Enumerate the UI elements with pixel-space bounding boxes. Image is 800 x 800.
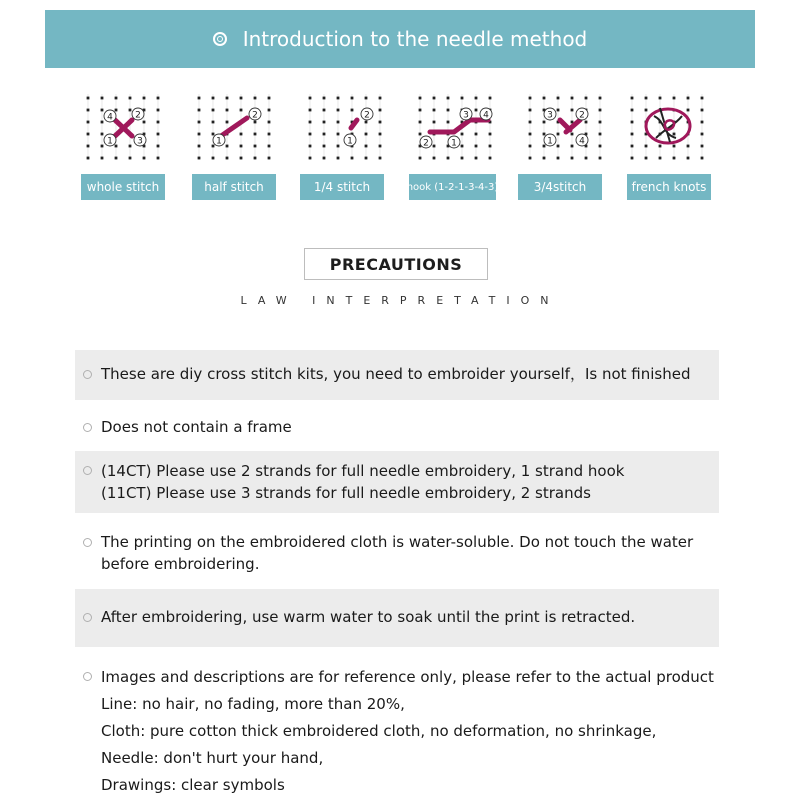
grid-dot (645, 109, 648, 112)
grid-dot (212, 97, 215, 100)
grid-dot (419, 109, 422, 112)
stitch-diagram-three-quarter (520, 92, 608, 162)
grid-dot (115, 145, 118, 148)
grid-dot (659, 145, 662, 148)
bullet-icon (83, 466, 92, 475)
marker-number: 2 (579, 110, 585, 121)
note-frame (75, 406, 719, 446)
grid-dot (447, 109, 450, 112)
grid-dot (529, 109, 532, 112)
note-strands (75, 451, 719, 513)
grid-dot (585, 121, 588, 124)
precautions-title: PRECAUTIONS (304, 248, 488, 280)
marker-number: 4 (483, 110, 489, 121)
note-line: (11CT) Please use 3 strands for full needle embroidery, 2 strands (101, 484, 591, 502)
grid-dot (557, 157, 560, 160)
marker-number: 4 (107, 112, 113, 123)
grid-dot (571, 97, 574, 100)
french-knot-diagram (626, 92, 706, 162)
stitch-diagram-french-knot (622, 92, 710, 162)
grid-dot (212, 157, 215, 160)
grid-dot (645, 157, 648, 160)
grid-dot (212, 109, 215, 112)
grid-dot (529, 133, 532, 136)
marker-number: 1 (107, 136, 113, 147)
grid-dot (673, 157, 676, 160)
stitch-diagram-whole (78, 92, 166, 162)
grid-dot (475, 157, 478, 160)
marker-number: 3 (137, 136, 143, 147)
note-line: Drawings: clear symbols (101, 776, 285, 794)
marker-number: 4 (579, 136, 585, 147)
grid-dot (115, 157, 118, 160)
grid-dot (673, 145, 676, 148)
grid-dot (433, 97, 436, 100)
grid-dot (309, 121, 312, 124)
grid-dot (419, 121, 422, 124)
grid-dot (157, 97, 160, 100)
grid-dot (365, 133, 368, 136)
grid-dot (254, 133, 257, 136)
grid-dot (475, 97, 478, 100)
hook-stitch-diagram (414, 92, 494, 162)
whole-stitch-diagram (82, 92, 162, 162)
grid-dot (157, 145, 160, 148)
grid-dot (198, 109, 201, 112)
tag-quarter-stitch (300, 174, 384, 200)
grid-dot (323, 145, 326, 148)
marker-number: 1 (451, 138, 457, 149)
grid-dot (254, 157, 257, 160)
tag-label: 3/4stitch (533, 180, 587, 194)
grid-dot (489, 97, 492, 100)
grid-dot (309, 145, 312, 148)
grid-dot (379, 145, 382, 148)
grid-dot (101, 97, 104, 100)
grid-dot (268, 97, 271, 100)
grid-dot (337, 121, 340, 124)
grid-dot (101, 121, 104, 124)
grid-dot (433, 109, 436, 112)
grid-dot (461, 157, 464, 160)
grid-dot (701, 121, 704, 124)
grid-dot (268, 133, 271, 136)
marker-number: 2 (423, 138, 429, 149)
grid-dot (87, 109, 90, 112)
grid-dot (337, 109, 340, 112)
tag-label: hook (1-2-1-3-4-3) (406, 181, 499, 193)
grid-dot (433, 157, 436, 160)
bullet-icon (83, 423, 92, 432)
grid-dot (585, 97, 588, 100)
grid-dot (115, 97, 118, 100)
marker-number: 1 (547, 136, 553, 147)
grid-dot (379, 97, 382, 100)
grid-dot (475, 133, 478, 136)
grid-dot (87, 145, 90, 148)
grid-dot (687, 97, 690, 100)
stitch-diagram-half (189, 92, 277, 162)
grid-dot (129, 109, 132, 112)
bullet-icon (83, 538, 92, 547)
grid-dot (543, 97, 546, 100)
grid-dot (631, 121, 634, 124)
marker-number: 1 (216, 136, 222, 147)
grid-dot (631, 157, 634, 160)
note-line: Line: no hair, no fading, more than 20%, (101, 695, 405, 713)
three-quarter-stitch-diagram (524, 92, 604, 162)
note-line: The printing on the embroidered cloth is water-soluble. Do not touch the water (101, 533, 694, 551)
bullet-icon (83, 613, 92, 622)
marker-number: 2 (252, 110, 258, 121)
grid-dot (557, 109, 560, 112)
grid-dot (226, 121, 229, 124)
grid-dot (461, 145, 464, 148)
grid-dot (212, 145, 215, 148)
grid-dot (687, 109, 690, 112)
grid-dot (599, 133, 602, 136)
tag-label: whole stitch (86, 180, 160, 194)
marker-number: 3 (547, 110, 553, 121)
grid-dot (659, 157, 662, 160)
grid-dot (599, 109, 602, 112)
grid-dot (365, 121, 368, 124)
grid-dot (87, 97, 90, 100)
half-stitch-diagram (193, 92, 273, 162)
grid-dot (557, 145, 560, 148)
grid-dot (351, 157, 354, 160)
grid-dot (365, 157, 368, 160)
grid-dot (198, 145, 201, 148)
stitch-diagram-hook (410, 92, 498, 162)
grid-dot (240, 133, 243, 136)
note-line: (14CT) Please use 2 strands for full needle embroidery, 1 strand hook (101, 462, 625, 480)
stitch-diagram-quarter (300, 92, 388, 162)
note-warm-water (75, 589, 719, 647)
intro-banner (45, 10, 755, 68)
grid-dot (268, 109, 271, 112)
note-line: Images and descriptions are for reference only, please refer to the actual product (101, 668, 714, 686)
grid-dot (129, 157, 132, 160)
bullet-icon (83, 672, 92, 681)
grid-dot (87, 133, 90, 136)
grid-dot (226, 145, 229, 148)
grid-dot (701, 145, 704, 148)
grid-dot (419, 157, 422, 160)
grid-dot (101, 145, 104, 148)
grid-dot (143, 157, 146, 160)
grid-dot (433, 145, 436, 148)
tag-label: french knots (631, 180, 707, 194)
grid-dot (198, 157, 201, 160)
grid-dot (543, 157, 546, 160)
grid-dot (433, 121, 436, 124)
grid-dot (599, 97, 602, 100)
grid-dot (240, 157, 243, 160)
grid-dot (198, 121, 201, 124)
grid-dot (447, 97, 450, 100)
grid-dot (659, 97, 662, 100)
note-line: Cloth: pure cotton thick embroidered cloth, no deformation, no shrinkage, (101, 722, 657, 740)
grid-dot (419, 97, 422, 100)
grid-dot (673, 97, 676, 100)
tag-label: 1/4 stitch (313, 180, 371, 194)
grid-dot (157, 157, 160, 160)
tag-hook-stitch (406, 174, 499, 200)
grid-dot (571, 145, 574, 148)
grid-dot (701, 157, 704, 160)
grid-dot (101, 133, 104, 136)
tag-half-stitch (192, 174, 276, 200)
grid-dot (365, 97, 368, 100)
circle-ring-icon (213, 32, 227, 46)
grid-dot (240, 97, 243, 100)
grid-dot (379, 157, 382, 160)
grid-dot (268, 121, 271, 124)
grid-dot (631, 133, 634, 136)
grid-dot (129, 145, 132, 148)
grid-dot (687, 145, 690, 148)
bullet-icon (83, 370, 92, 379)
grid-dot (543, 133, 546, 136)
grid-dot (309, 133, 312, 136)
grid-dot (226, 97, 229, 100)
grid-dot (101, 109, 104, 112)
grid-dot (254, 97, 257, 100)
grid-dot (309, 157, 312, 160)
tag-three-quarter-stitch (518, 174, 602, 200)
grid-dot (645, 145, 648, 148)
grid-dot (157, 109, 160, 112)
grid-dot (379, 133, 382, 136)
note-diy-kit (75, 350, 719, 400)
grid-dot (599, 157, 602, 160)
grid-dot (379, 121, 382, 124)
grid-dot (157, 133, 160, 136)
grid-dot (87, 121, 90, 124)
tag-label: half stitch (204, 180, 264, 194)
grid-dot (447, 157, 450, 160)
grid-dot (461, 97, 464, 100)
grid-dot (198, 133, 201, 136)
banner-title: Introduction to the needle method (242, 27, 588, 51)
grid-dot (254, 121, 257, 124)
grid-dot (599, 145, 602, 148)
grid-dot (254, 145, 257, 148)
grid-dot (543, 145, 546, 148)
grid-dot (87, 157, 90, 160)
grid-dot (351, 109, 354, 112)
grid-dot (143, 97, 146, 100)
grid-dot (309, 109, 312, 112)
grid-dot (631, 97, 634, 100)
grid-dot (419, 133, 422, 136)
grid-dot (529, 97, 532, 100)
grid-dot (557, 133, 560, 136)
grid-dot (447, 121, 450, 124)
grid-dot (337, 97, 340, 100)
grid-dot (240, 145, 243, 148)
grid-dot (351, 97, 354, 100)
tag-whole-stitch (81, 174, 165, 200)
tag-french-knots (627, 174, 711, 200)
grid-dot (379, 109, 382, 112)
grid-dot (557, 97, 560, 100)
grid-dot (571, 157, 574, 160)
grid-dot (687, 157, 690, 160)
grid-dot (585, 157, 588, 160)
grid-dot (489, 133, 492, 136)
note-line: Needle: don't hurt your hand, (101, 749, 324, 767)
grid-dot (323, 133, 326, 136)
marker-number: 2 (135, 110, 141, 121)
grid-dot (673, 133, 676, 136)
grid-dot (268, 157, 271, 160)
grid-dot (489, 157, 492, 160)
grid-dot (631, 145, 634, 148)
grid-dot (240, 109, 243, 112)
quarter-stitch-diagram (304, 92, 384, 162)
note-line: After embroidering, use warm water to soak until the print is retracted. (101, 608, 636, 626)
grid-dot (129, 97, 132, 100)
marker-number: 1 (347, 136, 353, 147)
grid-dot (701, 133, 704, 136)
grid-dot (529, 121, 532, 124)
grid-dot (701, 109, 704, 112)
grid-dot (489, 145, 492, 148)
grid-dot (268, 145, 271, 148)
note-reference (75, 653, 719, 798)
grid-dot (323, 109, 326, 112)
grid-dot (337, 157, 340, 160)
grid-dot (115, 109, 118, 112)
grid-dot (212, 133, 215, 136)
grid-dot (631, 109, 634, 112)
note-line: These are diy cross stitch kits, you need to embroider yourself，Is not finished (101, 365, 691, 383)
grid-dot (337, 133, 340, 136)
grid-dot (101, 157, 104, 160)
grid-dot (529, 145, 532, 148)
grid-dot (571, 133, 574, 136)
grid-dot (212, 121, 215, 124)
grid-dot (475, 145, 478, 148)
grid-dot (701, 97, 704, 100)
note-water-soluble (75, 521, 719, 581)
grid-dot (309, 97, 312, 100)
grid-dot (645, 97, 648, 100)
grid-dot (323, 157, 326, 160)
grid-dot (323, 97, 326, 100)
grid-dot (475, 109, 478, 112)
grid-dot (529, 157, 532, 160)
grid-dot (543, 121, 546, 124)
grid-dot (365, 145, 368, 148)
grid-dot (226, 157, 229, 160)
grid-dot (461, 133, 464, 136)
grid-dot (337, 145, 340, 148)
marker-number: 2 (364, 110, 370, 121)
grid-dot (571, 109, 574, 112)
grid-dot (599, 121, 602, 124)
law-interpretation-subtitle: LAW INTERPRETATION (240, 294, 560, 307)
grid-dot (198, 97, 201, 100)
marker-number: 3 (463, 110, 469, 121)
note-line: Does not contain a frame (101, 418, 292, 436)
grid-dot (226, 109, 229, 112)
grid-dot (143, 121, 146, 124)
grid-dot (157, 121, 160, 124)
note-line: before embroidering. (101, 555, 260, 573)
grid-dot (323, 121, 326, 124)
